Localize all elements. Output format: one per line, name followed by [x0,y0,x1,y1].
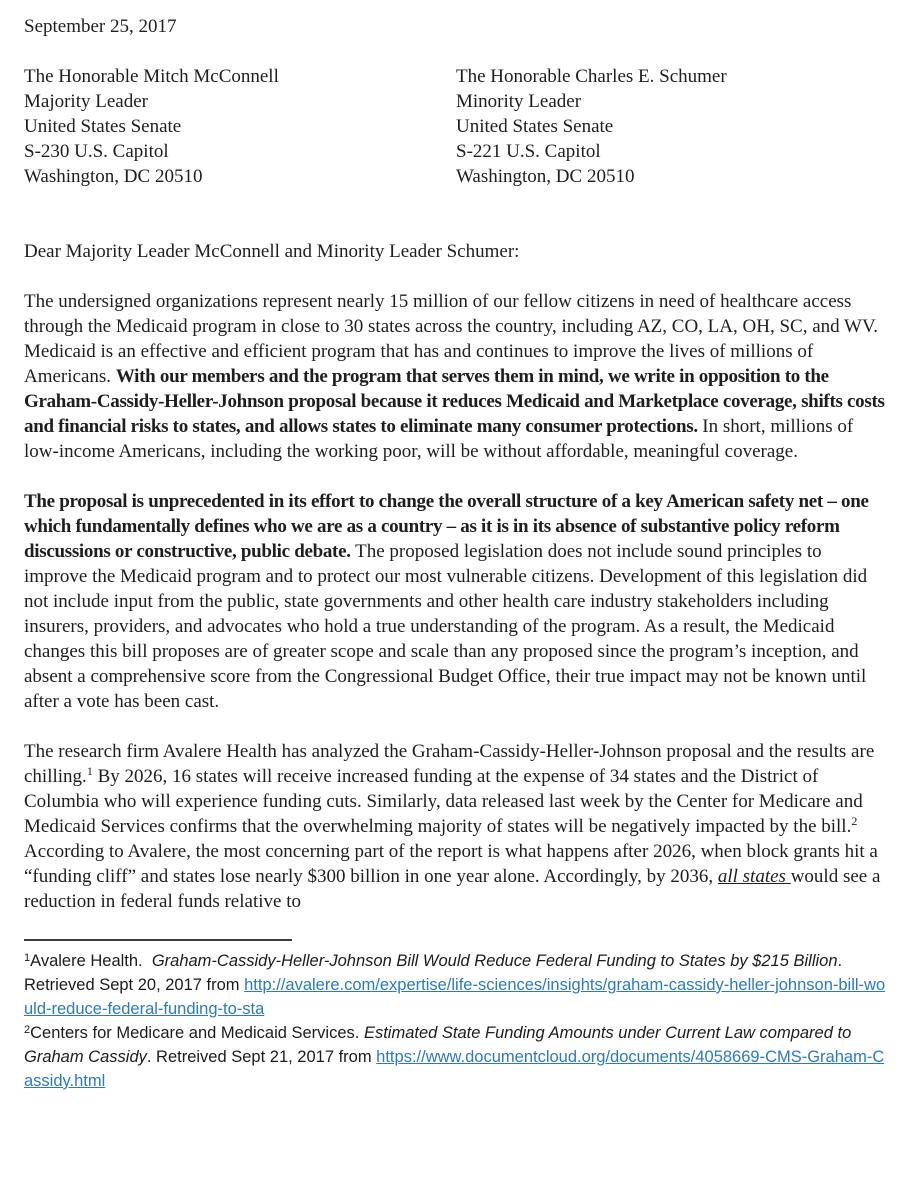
text-run: In short, millions of low-income Americans, including the working poor, will be without affordable, meaningful coverage. [24,416,854,462]
italic-title-run: Graham-Cassidy-Heller-Johnson Bill Would Reduce Federal Funding to States by $215 Billion [151,952,838,970]
italic-title-run: Estimated State Funding Amounts under Current Law compared to Graham Cassidy [24,1024,852,1066]
recipient-addresses [24,64,888,189]
footnote-1-link[interactable]: http://avalere.com/expertise/life-sciences/insights/graham-cassidy-heller-johnson-bill-would-reduce-federal-funding-to-sta [24,976,886,1018]
text-run: would see a reduction in federal funds relative to [24,866,881,912]
footnotes [24,949,888,1093]
address-line: S-221 U.S. Capitol [456,141,601,162]
address-line: The Honorable Mitch McConnell [24,66,279,87]
letter-date: September 25, 2017 [24,16,177,37]
address-line: United States Senate [456,116,614,137]
address-line: The Honorable Charles E. Schumer [456,66,727,87]
text-run: Centers for Medicare and Medicaid Services. [30,1024,364,1042]
address-line: Minority Leader [456,91,582,112]
paragraph-avalere-analysis [24,739,888,914]
text-run: The proposed legislation does not include sound principles to improve the Medicaid program and to protect our most vulnerable citizens. Development of this legislation did not include input from the public, state governments and other health care industry stakeholders including insurers, providers, and advocates who hold a true understanding of the program. As a result, the Medicaid changes this bill proposes are of greater scope and scale than any proposed since the program’s inception, and absent a comprehensive score from the Congressional Budget Office, their true impact may not be known until after a vote has been cast. [24,541,868,712]
address-line: S-230 U.S. Capitol [24,141,169,162]
text-run: Avalere Health. [30,952,152,970]
address-line: Washington, DC 20510 [24,166,203,187]
text-run: The undersigned organizations represent nearly 15 million of our fellow citizens in need of healthcare access through the Medicaid program in close to 30 states across the country, including AZ, CO, LA, OH, SC, and WV. Medicaid is an effective and efficient program that has and continues to improve the lives of millions of Americans. [24,291,878,387]
salutation: Dear Majority Leader McConnell and Minority Leader Schumer: [24,241,520,262]
recipient-address-mcconnell [24,64,456,189]
footnote-ref-2: 2 [851,814,858,828]
paragraph-unprecedented-proposal [24,489,888,714]
text-run: . Retreived Sept 21, 2017 from [146,1048,377,1066]
text-run: By 2026, 16 states will receive increased funding at the expense of 34 states and the District of Columbia who will experience funding cuts. Similarly, data released last week by the Center for Medicare and Medicaid Services confirms that the overwhelming majority of states will be negatively impacted by the bill. [24,766,863,837]
bold-text-run: The proposal is unprecedented in its effort to change the overall structure of a key American safety net – one which fundamentally defines who we are as a country – as it is in its absence of substantive policy reform discussions or constructive, public debate. [24,491,869,562]
bold-text-run: With our members and the program that serves them in mind, we write in opposition to the Graham-Cassidy-Heller-Johnson proposal because it reduces Medicaid and Marketplace coverage, shifts costs and financial risks to states, and allows states to eliminate many consumer protections. [24,366,885,437]
footnote-2-marker: 2 [24,1024,31,1036]
italic-underline-run: all states [717,866,791,887]
text-run: . Retrieved Sept 20, 2017 from [24,952,843,994]
footnote-ref-1: 1 [86,764,93,778]
recipient-address-schumer [456,64,888,189]
paragraph-members-opposition [24,289,888,464]
footnote-1 [24,949,888,1021]
text-run: According to Avalere, the most concerning part of the report is what happens after 2026, when block grants hit a “funding cliff” and states lose nearly $300 billion in one year alone. Accordingly, by 2036, [24,841,878,887]
footnote-separator [24,939,292,941]
address-line: Majority Leader [24,91,148,112]
address-line: Washington, DC 20510 [456,166,635,187]
footnote-2 [24,1021,888,1093]
footnote-1-marker: 1 [24,952,31,964]
footnote-2-link[interactable]: https://www.documentcloud.org/documents/4058669-CMS-Graham-Cassidy.html [24,1048,885,1090]
text-run: The research firm Avalere Health has analyzed the Graham-Cassidy-Heller-Johnson proposal and the results are chilling. [24,741,875,787]
address-line: United States Senate [24,116,182,137]
